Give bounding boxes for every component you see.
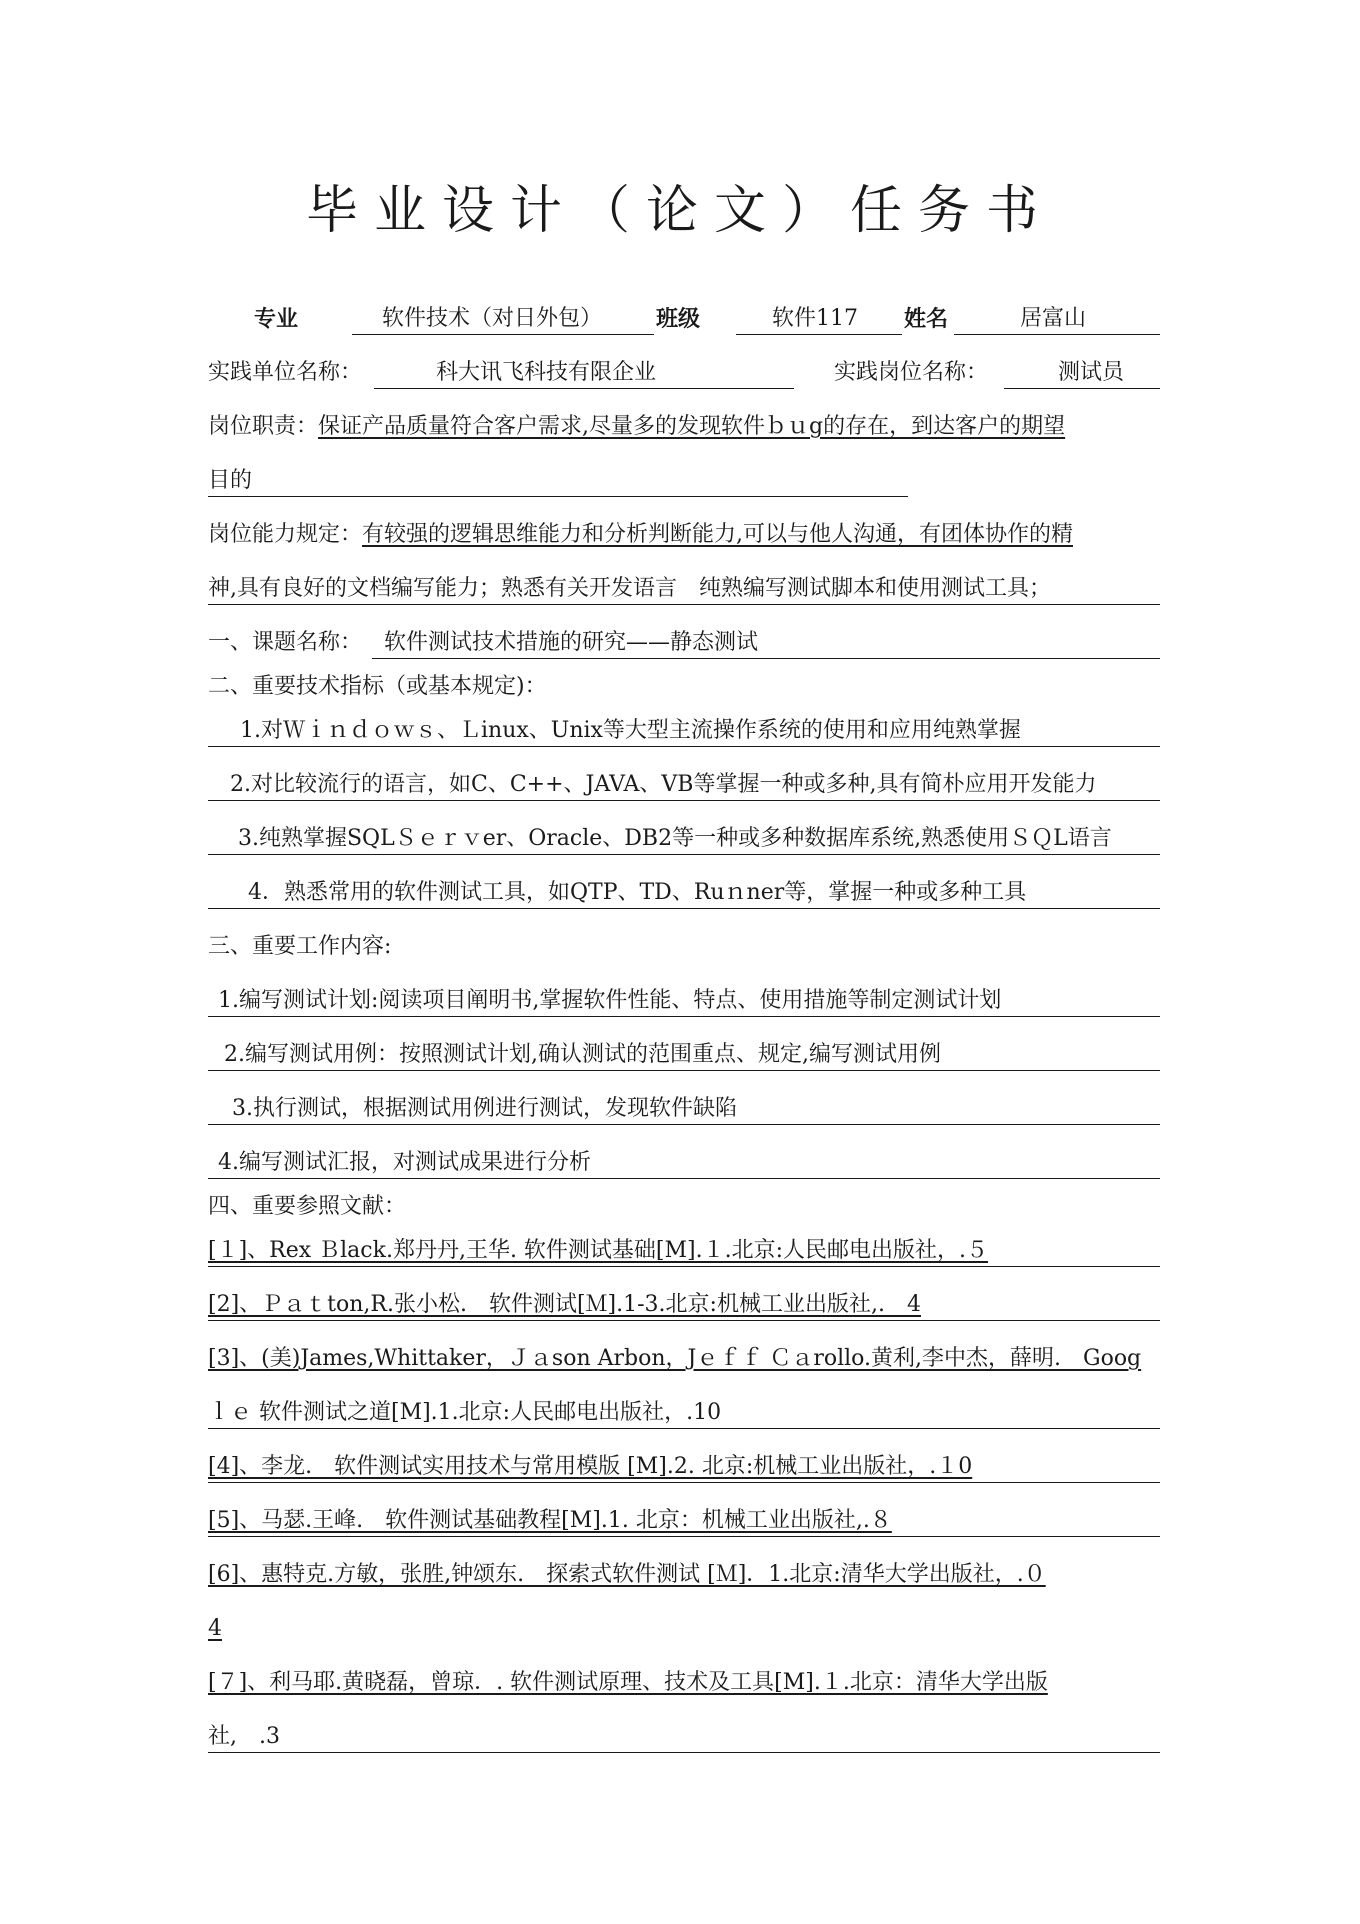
major-underline: [352, 304, 654, 335]
reference-text: [4]、李龙. 软件测试实用技术与常用模版 [M].2. 北京:机械工业出版社，.１0: [208, 1454, 973, 1479]
work-item-text: 3.执行测试，根据测试用例进行测试，发现软件缺陷: [232, 1096, 737, 1121]
reference-7-line-2: [208, 1722, 1160, 1753]
tech-item-3: [208, 824, 1160, 855]
reference-7-line-1: [208, 1668, 1160, 1698]
reference-text: [5]、马瑟.王峰. 软件测试基础教程[M].1. 北京：机械工业出版社,.８: [208, 1508, 892, 1533]
reference-2: [208, 1290, 1160, 1321]
student-info-row: [208, 304, 1160, 334]
ability-text-1: 有较强的逻辑思维能力和分析判断能力,可以与他人沟通，有团体协作的精: [362, 522, 1074, 547]
class-underline: [736, 304, 902, 335]
reference-5: [208, 1506, 1160, 1537]
page-title: 毕业设计（论文）任务书: [305, 181, 1054, 241]
section2-heading: 二、重要技术指标（或基本规定)：: [208, 674, 547, 699]
unit-underline: [374, 358, 794, 389]
major-label: 专业: [254, 306, 299, 332]
reference-3-line-2: [208, 1398, 1160, 1429]
tech-item-text: 2.对比较流行的语言，如C、C++、JAVA、VB等掌握一种或多种,具有简朴应用开发能力: [230, 772, 1097, 797]
work-item-2: [208, 1040, 1160, 1071]
reference-1: [208, 1236, 1160, 1267]
post-underline: [1004, 358, 1160, 389]
ability-label: 岗位能力规定：: [208, 522, 363, 547]
reference-4: [208, 1452, 1160, 1483]
tech-item-text: 3.纯熟掌握SQLＳｅｒｖer、Oracle、DB2等一种或多种数据库系统,熟悉使用ＳＱL语言: [238, 826, 1112, 851]
work-item-1: [208, 986, 1160, 1017]
class-value: 软件117: [772, 306, 858, 331]
major-value: 软件技术（对日外包）: [382, 306, 603, 331]
ability-line-2: [208, 574, 1160, 605]
reference-text: [１]、Rex Ｂlack.郑丹丹,王华. 软件测试基础[M].１.北京:人民邮电出版社，.５: [208, 1238, 989, 1263]
work-item-text: 2.编写测试用例：按照测试计划,确认测试的范围重点、规定,编写测试用例: [224, 1042, 941, 1067]
tech-item-1: [208, 716, 1160, 747]
duty-text-1: 保证产品质量符合客户需求,尽量多的发现软件ｂｕg的存在，到达客户的期望: [318, 414, 1066, 439]
duty-text-2: 目的: [208, 468, 253, 493]
name-underline: [954, 304, 1160, 335]
duty-line-2: [208, 466, 908, 497]
practice-unit-row: [208, 358, 1160, 388]
reference-text: [3]、(美)James,Whittaker，Ｊａson Arbon，Jｅｆｆ Ｃａrollo.黄利,李中杰，薛明. Goog: [208, 1346, 1142, 1371]
duty-line-1: [208, 412, 1160, 442]
name-value: 居富山: [1020, 306, 1087, 331]
class-label: 班级: [656, 306, 701, 332]
post-label: 实践岗位名称：: [834, 360, 989, 385]
unit-value: 科大讯飞科技有限企业: [436, 360, 657, 385]
reference-text: 4: [208, 1616, 222, 1641]
topic-label: 一、课题名称：: [208, 630, 363, 655]
reference-text: [2]、Ｐａｔton,R.张小松. 软件测试[Ｍ].1-3.北京:机械工业出版社,. 4: [208, 1292, 921, 1317]
work-item-4: [208, 1148, 1160, 1179]
reference-6-line-1: [208, 1560, 1160, 1590]
work-item-text: 4.编写测试汇报，对测试成果进行分析: [218, 1150, 591, 1175]
section4-heading: 四、重要参照文献：: [208, 1194, 407, 1219]
name-label: 姓名: [904, 306, 949, 332]
post-value: 测试员: [1058, 360, 1125, 385]
reference-text: [７]、利马耶.黄晓磊，曾琼．. 软件测试原理、技术及工具[M].１.北京：清华大学出版: [208, 1670, 1048, 1695]
topic-value: 软件测试技术措施的研究——静态测试: [384, 630, 759, 655]
topic-row: [208, 628, 1160, 658]
tech-item-text: 4．熟悉常用的软件测试工具，如QTP、TD、Ruｎner等，掌握一种或多种工具: [248, 880, 1027, 905]
reference-text: ｌｅ 软件测试之道[M].1.北京:人民邮电出版社，.10: [208, 1400, 722, 1425]
reference-text: 社, .3: [208, 1724, 280, 1749]
work-item-text: 1.编写测试计划:阅读项目阐明书,掌握软件性能、特点、使用措施等制定测试计划: [218, 988, 1002, 1013]
reference-3-line-1: [208, 1344, 1160, 1374]
duty-label: 岗位职责：: [208, 414, 319, 439]
reference-text: [6]、惠特克.方敏，张胜,钟颂东. 探索式软件测试 [Ｍ]．1.北京:清华大学出版社，.０: [208, 1562, 1046, 1587]
ability-text-2: 神,具有良好的文档编写能力；熟悉有关开发语言 纯熟编写测试脚本和使用测试工具；: [208, 576, 1051, 601]
topic-underline: [372, 628, 1160, 659]
ability-line-1: [208, 520, 1160, 550]
work-item-3: [208, 1094, 1160, 1125]
section3-heading: 三、重要工作内容:: [208, 934, 392, 959]
unit-label: 实践单位名称：: [208, 360, 363, 385]
tech-item-4: [208, 878, 1160, 909]
reference-6-line-2: [208, 1614, 1160, 1644]
tech-item-2: [208, 770, 1160, 801]
tech-item-text: 1.对Ｗｉｎｄｏｗｓ、Ｌinux、Unix等大型主流操作系统的使用和应用纯熟掌握: [240, 718, 1021, 743]
